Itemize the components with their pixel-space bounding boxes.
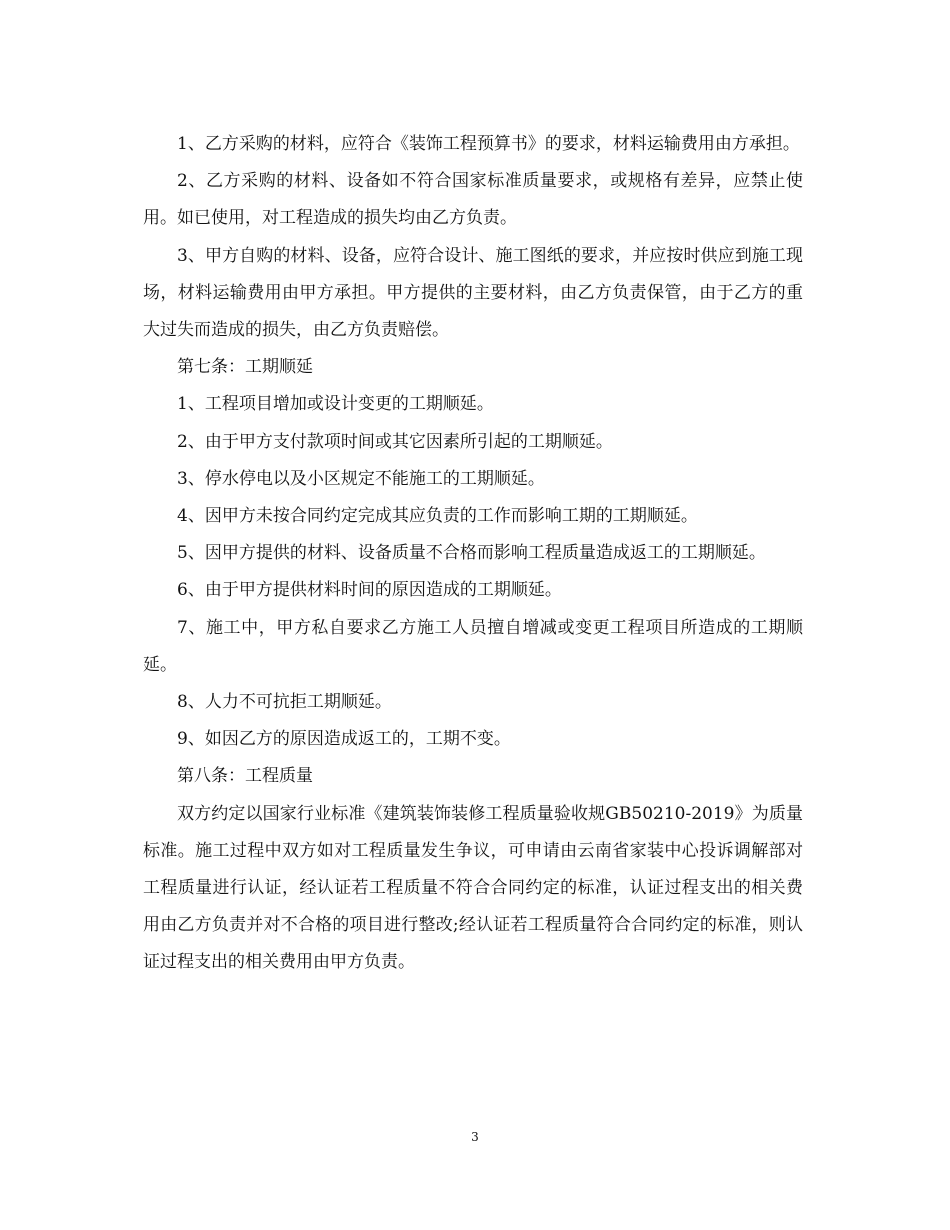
paragraph-extension-3: 3、停水停电以及小区规定不能施工的工期顺延。 [177, 468, 545, 489]
paragraph-material-purchase: 1、乙方采购的材料，应符合《装饰工程预算书》的要求，材料运输费用由方承担。 [177, 134, 800, 154]
paragraph-extension-9: 9、如因乙方的原因造成返工的，工期不变。 [177, 729, 511, 750]
page-number: 3 [471, 1130, 479, 1144]
paragraph-material-standard: 2、乙方采购的材料、设备如不符合国家标准质量要求，或规格有差异，应禁止使用。如已使用，对工程造成的损失均由乙方负责。 [143, 171, 803, 229]
paragraph-quality-standard: 双方约定以国家行业标准《建筑装饰装修工程质量验收规GB50210-2019》为质量标准。施工过程中双方如对工程质量发生争议，可申请由云南省家装中心投诉调解部对工程质量进行认证，经认证若工程质量不符合合同约定的标准，认证过程支出的相关费用由乙方负责并对不合格的项目进行整改;经认证若工程质量符合合同约定的标准，则认证过程支出的相关费用由甲方负责。 [143, 803, 803, 973]
section-heading-article-8: 第八条：工程质量 [177, 766, 313, 787]
paragraph-extension-7: 7、施工中，甲方私自要求乙方施工人员擅自增减或变更工程项目所造成的工期顺延。 [143, 617, 803, 675]
paragraph-owner-supplied-materials: 3、甲方自购的材料、设备，应符合设计、施工图纸的要求，并应按时供应到施工现场，材料运输费用由甲方承担。甲方提供的主要材料，由乙方负责保管，由于乙方的重大过失而造成的损失，由乙方负责赔偿。 [143, 245, 803, 341]
document-body [143, 126, 803, 982]
paragraph-extension-8: 8、人力不可抗拒工期顺延。 [177, 692, 392, 713]
paragraph-extension-1: 1、工程项目增加或设计变更的工期顺延。 [177, 394, 494, 415]
paragraph-extension-6: 6、由于甲方提供材料时间的原因造成的工期顺延。 [177, 580, 562, 601]
paragraph-extension-5: 5、因甲方提供的材料、设备质量不合格而影响工程质量造成返工的工期顺延。 [177, 543, 766, 564]
paragraph-extension-4: 4、因甲方未按合同约定完成其应负责的工作而影响工期的工期顺延。 [177, 506, 698, 527]
paragraph-extension-2: 2、由于甲方支付款项时间或其它因素所引起的工期顺延。 [177, 431, 613, 452]
section-heading-article-7: 第七条：工期顺延 [177, 357, 313, 378]
